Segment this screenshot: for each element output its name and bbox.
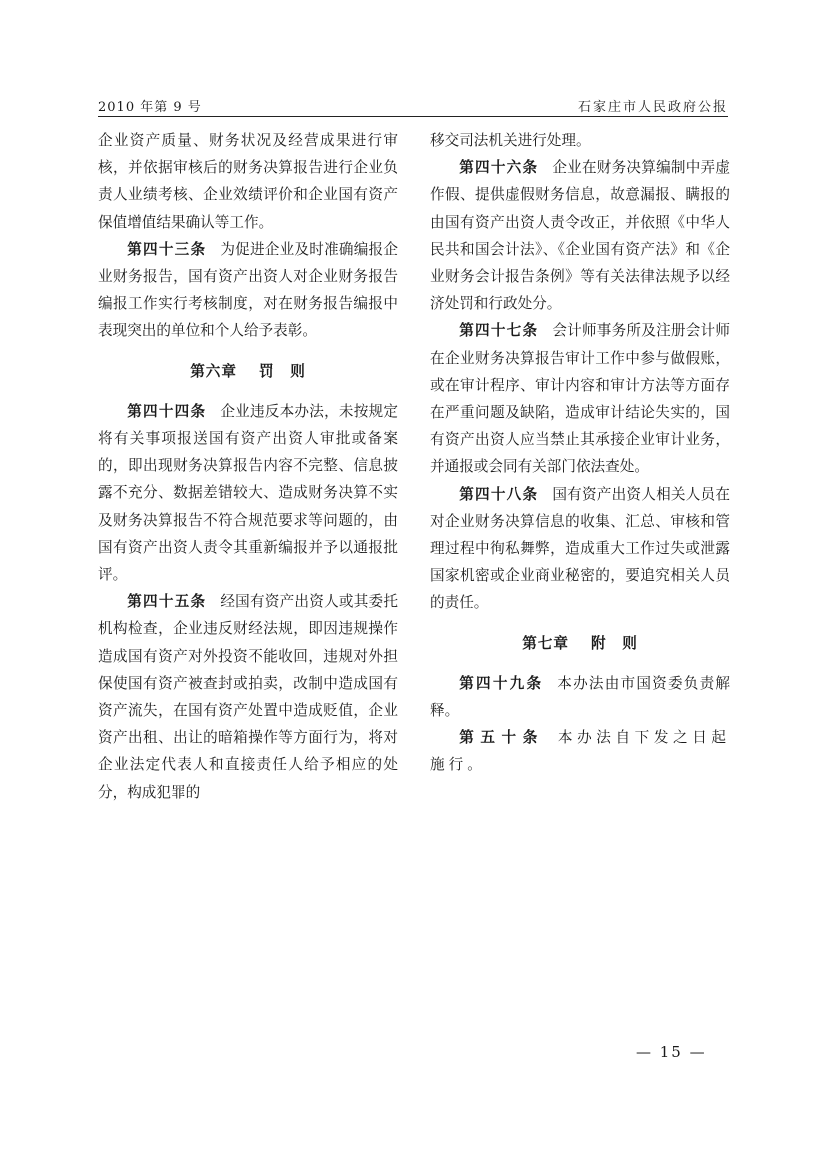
article-text: 本办法自下发之日起施行。 [430,729,730,774]
article-text: 企业违反本办法，未按规定将有关事项报送国有资产出资人审批或备案的，即出现财务决算报告内容不完整、信息披露不充分、数据差错较大、造成财务决算不实及财务决算报告不符合规范要求等问题的，由国有资产出资人责令其重新编报并予以通报批评。 [98,402,398,584]
article-44 [98,398,398,588]
article-heading: 第五十条 [459,729,544,747]
paragraph-text: 企业资产质量、财务状况及经营成果进行审核，并依据审核后的财务决算报告进行企业负责人业绩考核、企业效绩评价和企业国有资产保值增值结果确认等工作。 [98,132,398,231]
article-heading: 第四十七条 [459,322,539,340]
paragraph [98,127,398,236]
article-text: 为促进企业及时准确编报企业财务报告，国有资产出资人对企业财务报告编报工作实行考核制度，对在财务报告编报中表现突出的单位和个人给予表彰。 [98,240,398,340]
article-heading: 第四十四条 [127,402,207,420]
page-number: — 15 — [636,1043,707,1061]
header-rule [98,116,728,117]
article-text: 会计师事务所及注册会计师在企业财务决算报告审计工作中参与做假账，或在审计程序、审计内容和审计方法等方面存在严重问题及缺陷，造成审计结论失实的，国有资产出资人应当禁止其承接企业审计业务，并通报或会同有关部门依法查处。 [430,322,730,476]
chapter-6-heading [98,358,398,385]
header-journal-title: 石家庄市人民政府公报 [577,100,728,115]
chapter-number: 第七章 [522,634,569,652]
article-text: 国有资产出资人相关人员在对企业财务决算信息的收集、汇总、审核和管理过程中徇私舞弊，造成重大工作过失或泄露国家机密或企业商业秘密的，要追究相关人员的责任。 [430,485,730,612]
article-48 [430,481,730,617]
article-50 [430,724,730,778]
article-text: 企业在财务决算编制中弄虚作假、提供虚假财务信息，故意漏报、瞒报的由国有资产出资人责令改正，并依照《中华人民共和国会计法》、《企业国有资产法》和《企业财务会计报告条例》等有关法律法规予以经济处罚和行政处分。 [430,159,730,313]
article-heading: 第四十九条 [459,674,544,692]
chapter-title: 附 则 [591,634,638,652]
article-45 [98,588,398,806]
article-43 [98,236,398,345]
paragraph [430,127,730,154]
article-heading: 第四十八条 [459,485,539,503]
article-text: 本办法由市国资委负责解释。 [430,674,730,720]
header-issue: 2010 年第 9 号 [98,100,202,115]
chapter-number: 第六章 [190,362,237,380]
article-heading: 第四十六条 [459,159,539,177]
article-46 [430,154,730,317]
chapter-7-heading [430,630,730,657]
paragraph-text: 移交司法机关进行处理。 [430,132,591,149]
chapter-title: 罚 则 [259,362,306,380]
left-column [98,127,398,806]
article-47 [430,317,730,480]
article-text: 经国有资产出资人或其委托机构检查，企业违反财经法规，即因违规操作造成国有资产对外投资不能收回，违规对外担保使国有资产被查封或拍卖，改制中造成国有资产流失，在国有资产处置中造成贬值，企业资产出租、出让的暗箱操作等方面行为，将对企业法定代表人和直接责任人给予相应的处分，构成犯罪的 [98,593,398,801]
article-heading: 第四十三条 [127,240,207,258]
article-heading: 第四十五条 [127,593,207,611]
article-49 [430,670,730,724]
right-column [430,127,730,779]
